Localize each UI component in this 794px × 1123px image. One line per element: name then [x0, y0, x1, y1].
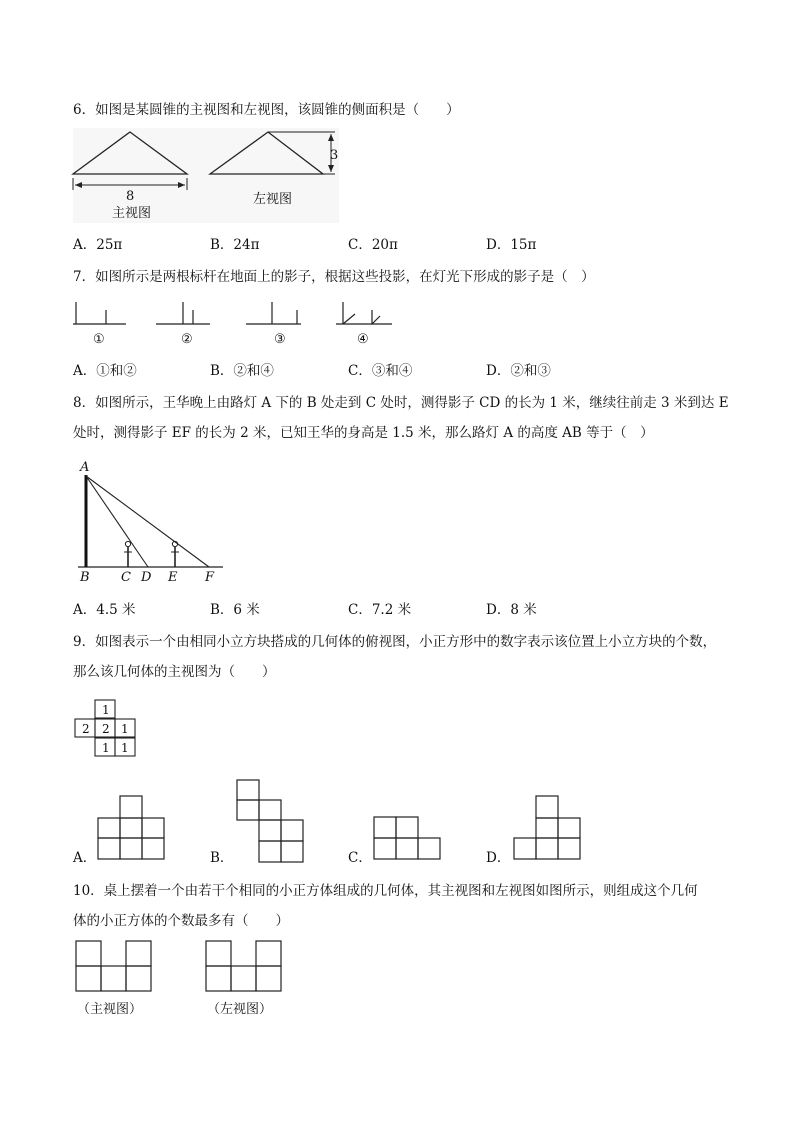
q7-figure-4 — [336, 302, 392, 324]
q9-stem-line2: 那么该几何体的主视图为（ ） — [73, 664, 276, 680]
q8-option-a[interactable]: A．4.5 米 — [73, 602, 136, 618]
q8-stem-line2: 处时，测得影子 EF 的长为 2 米，已知王华的身高是 1.5 米，那么路灯 A 的高度 AB 等于（ ） — [73, 425, 654, 441]
q8-label-f: F — [205, 570, 215, 585]
q10-front-view — [76, 941, 156, 993]
q8-stem-line1: 8．如图所示，王华晚上由路灯 A 下的 B 处走到 C 处时，测得影子 CD 的长为 1 米，继续往前走 3 米到达 E — [73, 395, 729, 411]
q9-option-d-figure[interactable] — [514, 796, 582, 862]
q6-dim-width-label: 8 — [126, 189, 135, 204]
q7-option-d[interactable]: D．②和③ — [486, 363, 551, 379]
q10-left-view — [206, 941, 286, 993]
q6-left-view-label: 左视图 — [253, 192, 293, 207]
q7-option-c[interactable]: C．③和④ — [348, 363, 413, 379]
q8-person-c — [124, 541, 132, 567]
q8-option-b[interactable]: B．6 米 — [210, 602, 260, 618]
q7-figure-2 — [156, 302, 210, 324]
q9-option-b-figure[interactable] — [237, 780, 305, 864]
q9-grid-cell-center: 2 — [102, 722, 110, 736]
q10-front-view-caption: （主视图） — [77, 1002, 143, 1017]
q9-stem-line1: 9．如图表示一个由相同小立方块搭成的几何体的俯视图，小正方形中的数字表示该位置上小立方块的个数， — [73, 634, 717, 650]
q7-option-a[interactable]: A．①和② — [73, 363, 137, 379]
q7-figure-1 — [73, 302, 126, 324]
q9-option-b-letter[interactable]: B． — [210, 850, 234, 866]
q7-label-4: ④ — [357, 332, 369, 347]
q7-figure-3 — [246, 302, 301, 324]
q9-grid-cell-left: 2 — [82, 722, 90, 736]
q6-front-view-label: 主视图 — [112, 206, 152, 221]
q7-label-3: ③ — [274, 332, 286, 347]
q8-option-c[interactable]: C．7.2 米 — [348, 602, 412, 618]
q10-stem-line1: 10．桌上摆着一个由若干个相同的小正方体组成的几何体，其主视图和左视图如图所示，则组成这个几何 — [73, 883, 698, 899]
q9-grid-cell-bottom-right: 1 — [121, 741, 129, 755]
q7-figure — [70, 296, 400, 328]
q8-label-c: C — [121, 570, 131, 585]
q8-label-e: E — [168, 570, 178, 585]
q8-figure — [78, 470, 228, 570]
q9-option-c-letter[interactable]: C． — [348, 850, 372, 866]
q8-person-e — [171, 541, 179, 567]
q7-label-2: ② — [181, 332, 193, 347]
q6-option-c[interactable]: C．20π — [348, 237, 398, 253]
q6-stem: 6．如图是某圆锥的主视图和左视图，该圆锥的侧面积是（ ） — [73, 102, 460, 118]
q8-option-d[interactable]: D．8 米 — [486, 602, 537, 618]
q7-option-b[interactable]: B．②和④ — [210, 363, 274, 379]
q6-option-a[interactable]: A．25π — [73, 237, 123, 253]
q9-grid-cell-bottom-center: 1 — [102, 741, 110, 755]
q9-option-a-figure[interactable] — [98, 796, 166, 862]
q7-label-1: ① — [93, 332, 105, 347]
q9-option-c-figure[interactable] — [374, 817, 442, 863]
q10-left-view-caption: （左视图） — [207, 1002, 273, 1017]
q6-front-view-triangle — [73, 132, 187, 174]
q6-left-view-triangle — [210, 132, 323, 174]
q8-label-b: B — [80, 570, 90, 585]
q8-label-a: A — [80, 460, 90, 475]
q9-option-a-letter[interactable]: A． — [73, 850, 97, 866]
q9-option-d-letter[interactable]: D． — [486, 850, 511, 866]
q9-grid-cell-right: 1 — [121, 722, 129, 736]
q6-option-d[interactable]: D．15π — [486, 237, 537, 253]
q9-grid-cell-top: 1 — [102, 703, 110, 717]
q7-stem: 7．如图所示是两根标杆在地面上的影子，根据这些投影，在灯光下形成的影子是（ ） — [73, 269, 595, 285]
q10-stem-line2: 体的小正方体的个数最多有（ ） — [73, 913, 289, 929]
q6-option-b[interactable]: B．24π — [210, 237, 260, 253]
q6-dim-height-label: 3 — [330, 148, 339, 163]
q8-label-d: D — [141, 570, 152, 585]
